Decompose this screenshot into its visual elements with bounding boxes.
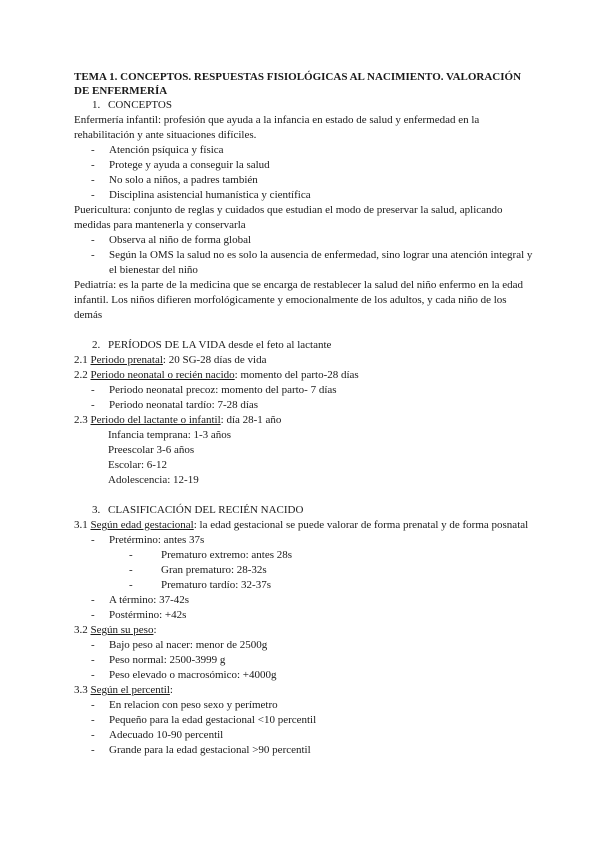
subsection-3-2: 3.2 Según su peso: [74, 624, 157, 636]
list-item: Adolescencia: 12-19 [108, 474, 199, 486]
list-item: - Observa al niño de forma global [91, 234, 252, 246]
section-number: 2. [92, 339, 101, 351]
list-item: - En relacion con peso sexo y perímetro [91, 699, 278, 711]
list-item: - Peso normal: 2500-3999 g [91, 654, 226, 666]
paragraph-enfermeria: Enfermería infantil: profesión que ayuda a la infancia en estado de salud y enfermedad en la rehabilitación y ante situaciones difíciles. [74, 114, 480, 141]
list-item: - Periodo neonatal precoz: momento del parto- 7 días [91, 384, 337, 396]
sub-list-item: - Prematuro extremo: antes 28s [129, 549, 293, 561]
sub-list-item: - Prematuro tardío: 32-37s [129, 579, 271, 591]
subsection-2-1: 2.1 Periodo prenatal: 20 SG-28 días de vida [74, 354, 267, 366]
section-3-heading [74, 503, 534, 518]
list-item: - Postérmino: +42s [91, 609, 187, 621]
list-item: - Disciplina asistencial humanística y científica [91, 189, 311, 201]
list-item: - Adecuado 10-90 percentil [91, 729, 224, 741]
paragraph-puericultura: Puericultura: conjunto de reglas y cuidados que estudian el modo de preservar la salud, aplicando medidas para mantenerla y conservarla [74, 204, 503, 231]
list-item: - No solo a niños, a padres también [91, 174, 258, 186]
section-title: PERÍODOS DE LA VIDA [108, 339, 226, 351]
section-title: CONCEPTOS [108, 99, 172, 111]
subsection-3-1: 3.1 Según edad gestacional: la edad gestacional se puede valorar de forma prenatal y de forma posnatal [74, 519, 529, 531]
subsection-3-3: 3.3 Según el percentil: [74, 684, 173, 696]
list-item: - A término: 37-42s [91, 594, 190, 606]
list-item: - Peso elevado o macrosómico: +4000g [91, 669, 277, 681]
list-item: Preescolar 3-6 años [108, 444, 195, 456]
section-subtitle: desde el feto al lactante [225, 339, 332, 351]
list-item: - Grande para la edad gestacional >90 percentil [91, 744, 311, 756]
list-item: - Pequeño para la edad gestacional <10 percentil [91, 714, 317, 726]
section-title: CLASIFICACIÓN DEL RECIÉN NACIDO [108, 504, 304, 516]
subsection-2-2: 2.2 Periodo neonatal o recién nacido: momento del parto-28 días [74, 369, 359, 381]
section-2-heading [74, 338, 534, 353]
list-item: - Pretérmino: antes 37s [91, 534, 205, 546]
document-title: TEMA 1. CONCEPTOS. RESPUESTAS FISIOLÓGICAS AL NACIMIENTO. VALORACIÓN DE ENFERMERÍA [74, 71, 522, 97]
list-item: - Periodo neonatal tardío: 7-28 días [91, 399, 259, 411]
paragraph-pediatria: Pediatría: es la parte de la medicina que se encarga de restablecer la salud del niño enfermo en la edad infantil. Los niños difieren morfológicamente y emocionalmente de los adultos, y cada niño de los demás [74, 279, 524, 321]
list-item: - Protege y ayuda a conseguir la salud [91, 159, 270, 171]
section-number: 3. [92, 504, 101, 516]
list-item: - Atención psíquica y física [91, 144, 224, 156]
list-item: - Bajo peso al nacer: menor de 2500g [91, 639, 268, 651]
section-1-heading [74, 98, 534, 113]
list-item: - Según la OMS la salud no es solo la ausencia de enfermedad, sino lograr una atención integral y el bienestar del niño [91, 249, 533, 276]
list-item: Escolar: 6-12 [108, 459, 167, 471]
sub-list-item: - Gran prematuro: 28-32s [129, 564, 267, 576]
document-page [74, 70, 534, 758]
list-item: Infancia temprana: 1-3 años [108, 429, 232, 441]
section-number: 1. [92, 99, 101, 111]
subsection-2-3: 2.3 Periodo del lactante o infantil: día 28-1 año [74, 414, 282, 426]
